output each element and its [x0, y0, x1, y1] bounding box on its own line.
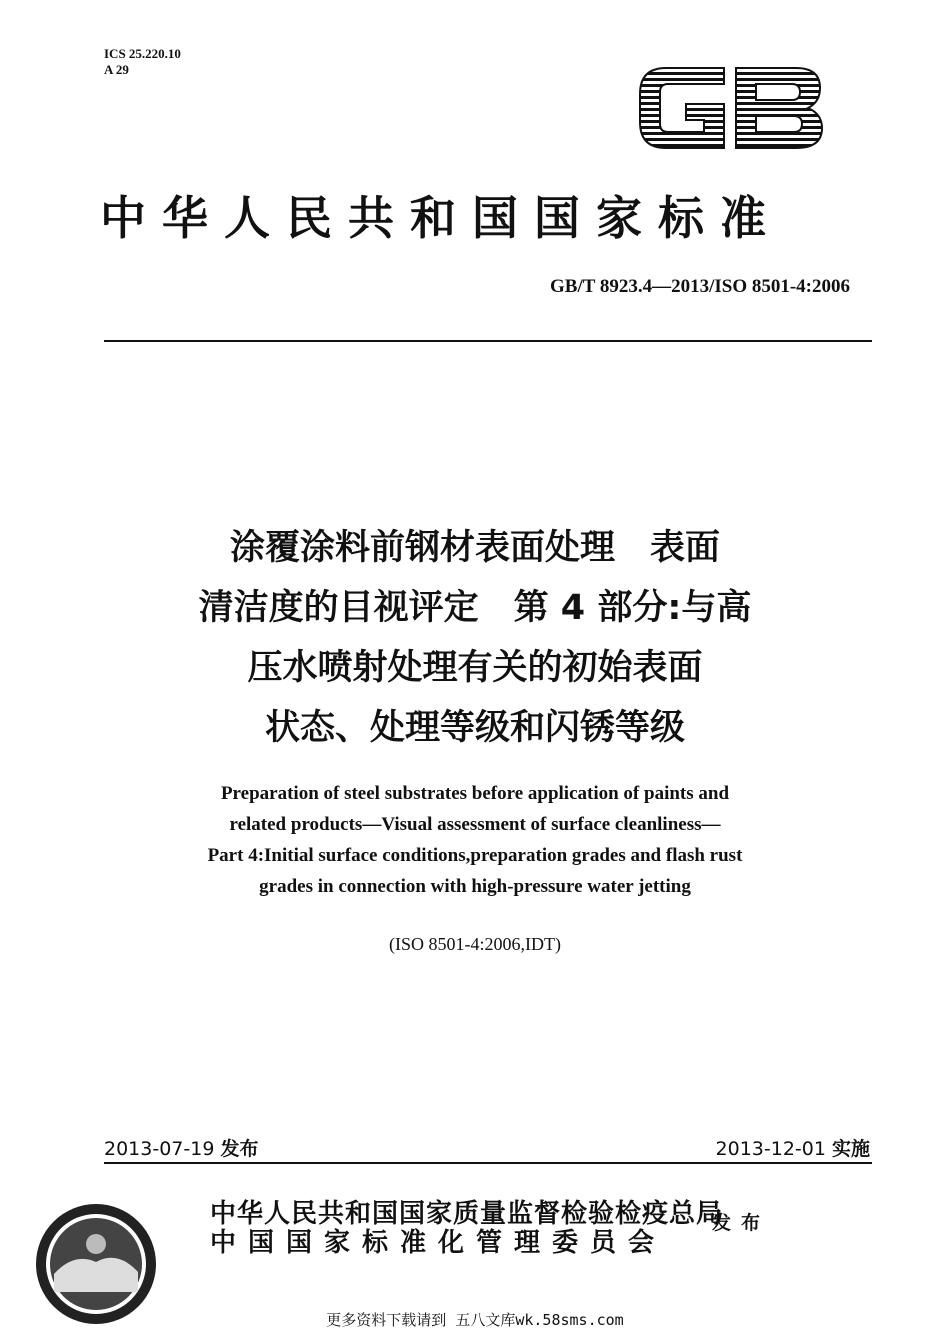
- gb-logo: [636, 60, 826, 156]
- chinese-title-line: 涂覆涂料前钢材表面处理 表面: [229, 528, 720, 568]
- official-seal-icon: [34, 1202, 158, 1326]
- standard-number: GB/T 8923.4—2013/ISO 8501-4:2006: [550, 276, 850, 297]
- chinese-title-line: 状态、处理等级和闪锈等级: [264, 708, 685, 748]
- issue-date-block: [104, 1134, 258, 1161]
- ics-code: ICS 25.220.10: [104, 46, 181, 61]
- english-title-line: Preparation of steel substrates before application of paints and: [220, 783, 730, 804]
- header-divider: [104, 340, 872, 342]
- footer-divider: [104, 1162, 872, 1164]
- iso-reference: (ISO 8501-4:2006,IDT): [389, 934, 561, 954]
- download-footer: 更多资料下载请到 五八文库wk.58sms.com: [326, 1311, 624, 1329]
- chinese-title-line: 清洁度的目视评定 第 4 部分:与高: [198, 588, 752, 628]
- chinese-title-line: 压水喷射处理有关的初始表面: [247, 648, 703, 688]
- implement-label: 实施: [831, 1138, 870, 1160]
- publisher-line-1: 中华人民共和国国家质量监督检验检疫总局: [210, 1199, 724, 1229]
- publish-label: 发布: [712, 1212, 771, 1234]
- english-title-line: grades in connection with high-pressure water jetting: [259, 876, 691, 897]
- implement-date: 2013-12-01: [715, 1138, 826, 1160]
- english-title-line: related products—Visual assessment of surface cleanliness—: [229, 814, 721, 835]
- english-title: [0, 778, 950, 902]
- ics-code-block: [104, 46, 181, 78]
- issue-label: 发布: [220, 1138, 259, 1160]
- english-title-line: Part 4:Initial surface conditions,preparation grades and flash rust: [207, 845, 743, 866]
- chinese-title: [0, 518, 950, 758]
- issue-date: 2013-07-19: [104, 1138, 215, 1160]
- national-standard-title: 中华人民共和国国家标准: [100, 191, 782, 245]
- ccs-code: A 29: [104, 62, 129, 77]
- implement-date-block: [716, 1134, 870, 1161]
- publisher-line-2: 中国国家标准化管理委员会: [210, 1228, 667, 1258]
